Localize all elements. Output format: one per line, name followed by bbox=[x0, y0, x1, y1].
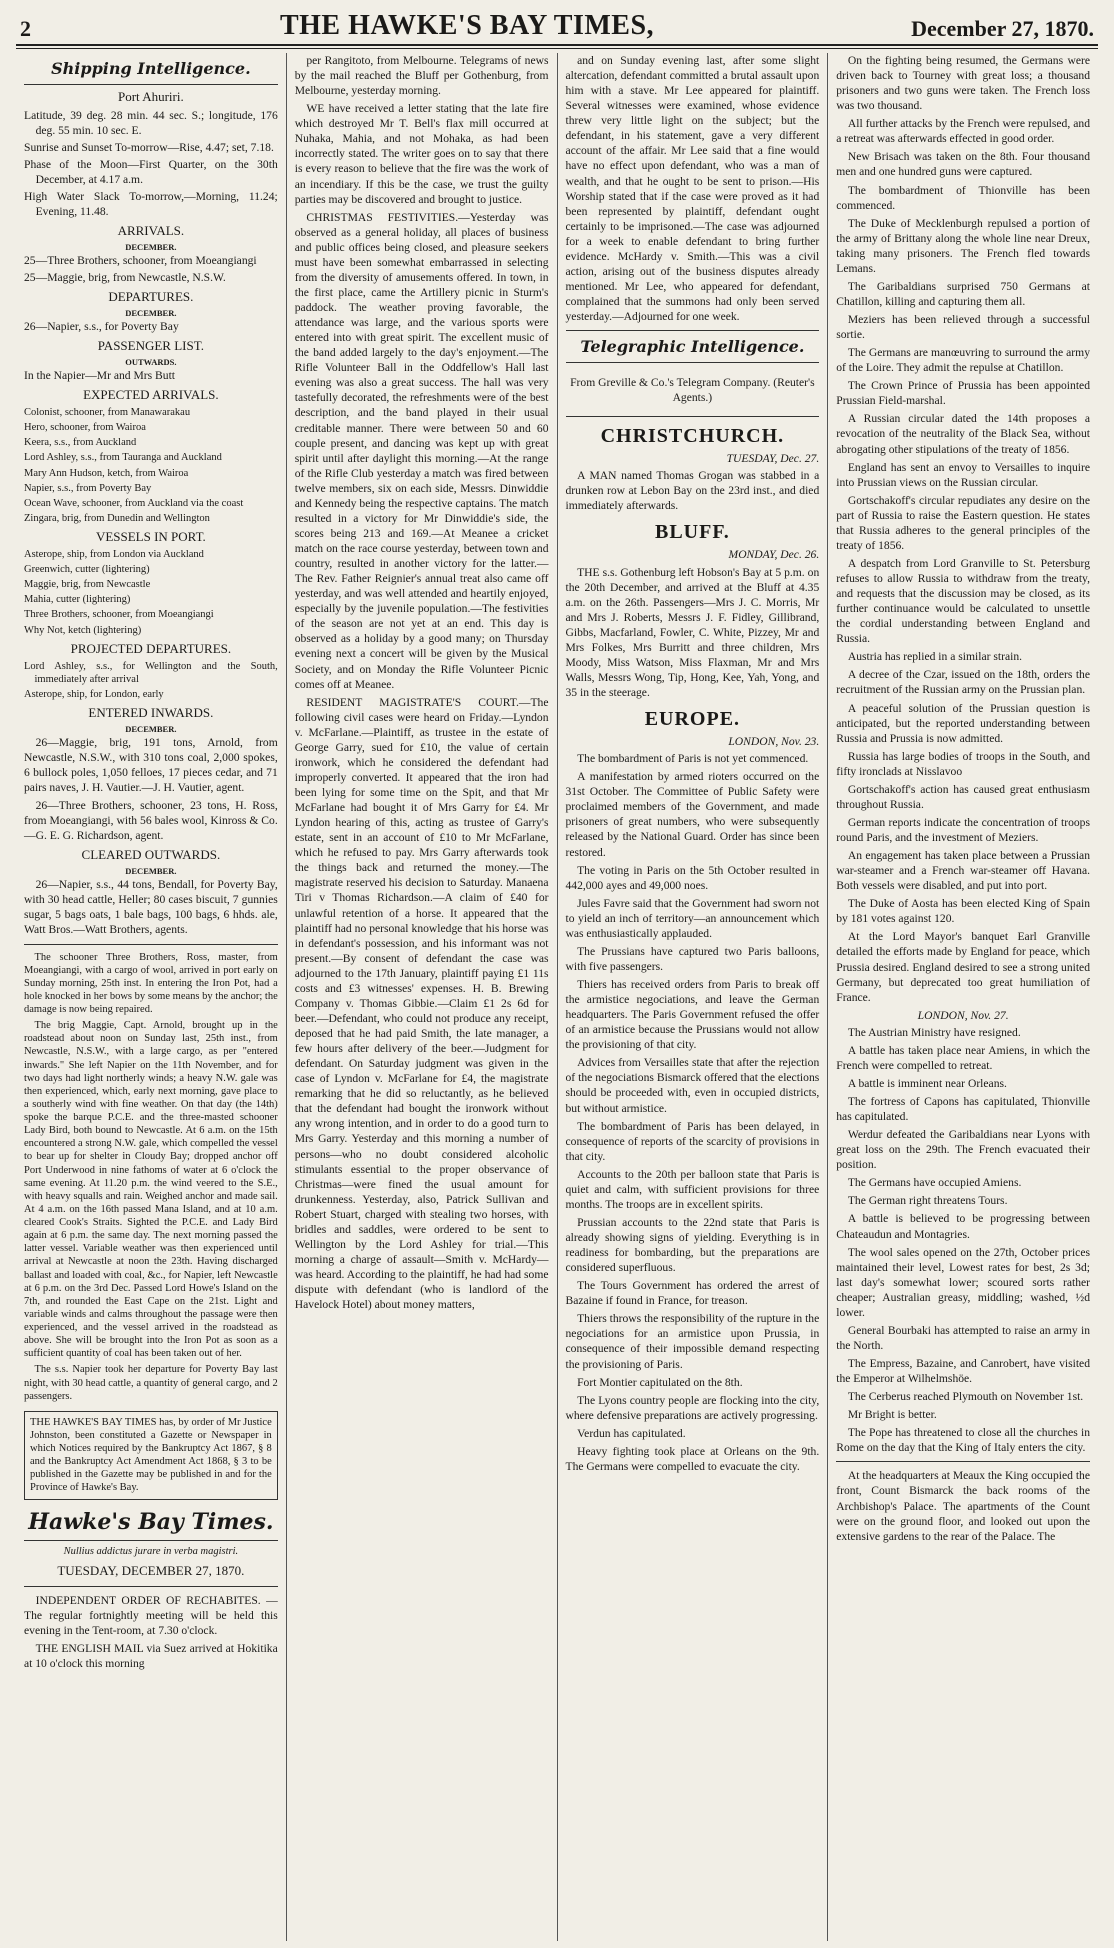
war-news-paragraph: Gortschakoff's action has caused great enthusiasm throughout Russia. bbox=[836, 782, 1090, 811]
europe-paragraph: Verdun has capitulated. bbox=[577, 1426, 686, 1440]
bluff-text: THE s.s. Gothenburg left Hobson's Bay at 5 p.m. on the 20th December, and arrived at the Bluff at 4.35 a.m. on the 26th. Passengers—Mrs J. C. Morris, Mr and Mrs J. Roberts, Messrs J. F. Fidley, Gillibrand, Gibbs, Macfarland, Fowler, C. White, Pizzey, Mr and Mrs Folkes, Mrs Burritt and three children, Mrs Moody, Miss Watson, Miss Flaxman, Mr and Mrs Walls, Messrs Wong, Tip, Hong, Kee, Yah, Yong, and 35 in the steerage. bbox=[565, 565, 820, 700]
war-news-paragraph: A peaceful solution of the Prussian question is anticipated, but the reported understanding between Russia and Prussia is now admitted. bbox=[836, 701, 1090, 745]
cleared-heading: CLEARED OUTWARDS. bbox=[81, 847, 221, 863]
europe-paragraph: Accounts to the 20th per balloon state that Paris is quiet and calm, with sufficient provisions for three months. The troops are in excellent spirits. bbox=[565, 1167, 820, 1211]
europe-heading: EUROPE. bbox=[644, 708, 741, 731]
shipping-paragraph: The brig Maggie, Capt. Arnold, brought up in the roadstead about noon on Sunday last, 25th inst., from Newcastle, N.S.W., with a large cargo, as per "entered inwards." She left Napier on the 11th November, and for two days had light northerly winds; a heavy N.W. gale was then experienced, which, early next morning, gave place to a southerly wind with fine weather. On that day (the 14th) spoke the barque P.C.E. and the three-masted schooner Lady Bird, both bound to Newcastle. At 6 a.m. on the 15th encountered a strong N.W. gale, which compelled the vessel to bear up for shelter in Cloudy Bay; dropped anchor off Port Underwood in nine fathoms of water at 6 o'clock the same evening. At 11.20 p.m. the wind veered to the S.E., with heavy squalls and rain. Weighed anchor and made sail. At 4 a.m. on the 16th passed Mana Island, and at 10 a.m. cleared Cook's Straits. Sighted the P.C.E. and Lady Bird again at 6 p.m. the same day. The next morning passed the latter vessel. Variable weather was then experienced until arrival at Newcastle at noon the 23th. Having discharged ballast and loaded with coal, &c., for Napier, left Newcastle at 6 p.m. on the 3rd Dec. Passed Lord Howe's Island on the 7th, and rounded the East Cape on the 21st. Light and variable winds and calms throughout the passage were then experienced, and the vessel arrived in the roadstead as above. She will be brought into the Iron Pot as soon as a sufficient quantity of coal has been taken out of her. bbox=[24, 1020, 278, 1360]
entered-heading: ENTERED INWARDS. bbox=[88, 704, 214, 720]
masthead bbox=[16, 0, 1098, 42]
london-paragraph: A battle is imminent near Orleans. bbox=[847, 1076, 1007, 1090]
shipping-paragraph: The s.s. Napier took her departure for Poverty Bay last night, with 30 head cattle, a quantity of general cargo, and 2 passengers. bbox=[24, 1364, 278, 1402]
vessel-item: Maggie, brig, from Newcastle bbox=[24, 579, 151, 591]
entered-item: 26—Maggie, brig, 191 tons, Arnold, from Newcastle, N.S.W., with 310 tons coal, 2,000 spokes, 6 bullock poles, 1,050 felloes, 17 pieces cedar, and 71 pairs naves, J. H. Vautier.—J. H. Vautier, agent. bbox=[24, 735, 278, 795]
war-news-paragraph: Russia has large bodies of troops in the South, and fifty ironclads at Nisslavoo bbox=[836, 749, 1090, 778]
arrival-item: 25—Maggie, brig, from Newcastle, N.S.W. bbox=[24, 271, 226, 285]
europe-paragraph: Jules Favre said that the Government had sworn not to yield an inch of territory—an announcement which was enthusiastically applauded. bbox=[565, 896, 820, 940]
shipping-news bbox=[24, 951, 278, 1403]
war-news-paragraph: All further attacks by the French were repulsed, and a retreat was afterwards effected in good order. bbox=[836, 117, 1090, 146]
europe-paragraph: Fort Montier capitulated on the 8th. bbox=[577, 1375, 743, 1389]
telegraphic-heading: Telegraphic Intelligence. bbox=[566, 337, 820, 363]
christchurch-heading: CHRISTCHURCH. bbox=[600, 425, 785, 448]
europe-paragraph: The Prussians have captured two Paris balloons, with five passengers. bbox=[565, 944, 820, 973]
masthead-rule bbox=[16, 44, 1098, 49]
issue-date: December 27, 1870. bbox=[911, 16, 1094, 41]
page-number: 2 bbox=[20, 16, 31, 41]
vessel-item: Three Brothers, schooner, from Moeangiangi bbox=[24, 609, 214, 621]
expected-item: Hero, schooner, from Wairoa bbox=[24, 422, 146, 434]
war-news-paragraph: The Crown Prince of Prussia has been appointed Prussian Field-marshal. bbox=[836, 379, 1090, 408]
europe-paragraph: Advices from Versailles state that after the rejection of the negociations Bismarck offered that the elections should be proceeded with, even in occupied districts, but without armistice. bbox=[565, 1056, 820, 1115]
london-paragraph: The fortress of Capons has capitulated, Thionville has capitulated. bbox=[836, 1095, 1090, 1124]
column-2 bbox=[286, 53, 557, 1941]
divider bbox=[566, 330, 820, 331]
london-paragraph: General Bourbaki has attempted to raise an army in the North. bbox=[836, 1323, 1090, 1352]
europe-dateline: LONDON, Nov. 23. bbox=[728, 735, 820, 749]
issue-date-line: TUESDAY, DECEMBER 27, 1870. bbox=[57, 1562, 245, 1578]
column-1 bbox=[16, 53, 286, 1941]
shipping-heading: Shipping Intelligence. bbox=[24, 59, 278, 85]
europe-paragraph: Heavy fighting took place at Orleans on the 9th. The Germans were compelled to evacuate the city. bbox=[565, 1444, 820, 1473]
news-paragraph: WE have received a letter stating that the late fire which destroyed Mr T. Bell's flax mill occurred at Nuhaka, Mahia, and not Mohaka, as had been incorrectly stated. The writer goes on to say that there is every reason to believe that the fire was the work of an incendiary. If this be the case, we trust the guilty parties may be discovered and brought to justice. bbox=[294, 102, 549, 206]
london-paragraph: A battle has taken place near Amiens, in which the French were compelled to retreat. bbox=[836, 1043, 1090, 1072]
war-news-paragraph: The Duke of Aosta has been elected King of Spain by 181 votes against 120. bbox=[836, 897, 1090, 926]
expected-list bbox=[24, 406, 278, 525]
vessel-item: Mahia, cutter (lightering) bbox=[24, 594, 131, 606]
europe-paragraph: Thiers throws the responsibility of the rupture in the negociations for an armistice upon Prussia, in consequence of their impossible demand respecting the provisioning of Paris. bbox=[565, 1312, 820, 1371]
london-paragraph: The Austrian Ministry have resigned. bbox=[847, 1025, 1021, 1039]
port-line: Sunrise and Sunset To-morrow—Rise, 4.47; set, 7.18. bbox=[24, 140, 274, 154]
london-dateline: LONDON, Nov. 27. bbox=[917, 1008, 1009, 1022]
shipping-paragraph: The schooner Three Brothers, Ross, master, from Moeangiangi, with a cargo of wool, arrived in port early on Sunday morning, 25th inst. In entering the Iron Pot, had a hole knocked in her bows by some means by the anchor; the damage is now being repaired. bbox=[24, 951, 278, 1016]
war-news-paragraph: An engagement has taken place between a Prussian war-steamer and a French war-steamer off Havana. Both vessels were disabled, and put into port. bbox=[836, 849, 1090, 893]
vessel-item: Why Not, ketch (lightering) bbox=[24, 624, 142, 636]
passenger-item: In the Napier—Mr and Mrs Butt bbox=[24, 369, 176, 383]
expected-item: Lord Ashley, s.s., from Tauranga and Auckland bbox=[24, 452, 222, 464]
divider bbox=[24, 944, 278, 945]
expected-item: Napier, s.s., from Poverty Bay bbox=[24, 482, 152, 494]
news-paragraph: per Rangitoto, from Melbourne. Telegrams of news by the mail reached the Bluff per Gothenburg, from Melbourne, yesterday morning. bbox=[294, 54, 549, 98]
london-paragraph: Werdur defeated the Garibaldians near Lyons with great loss on the 29th. The French evacuated their position. bbox=[836, 1128, 1090, 1172]
war-news-paragraph: Austria has replied in a similar strain. bbox=[847, 650, 1023, 664]
europe-paragraph: Prussian accounts to the 22nd state that Paris is already showing signs of yielding. Everything is in readiness for bombarding, but the preparations are considered superfluous. bbox=[565, 1215, 820, 1275]
projected-item: Lord Ashley, s.s., for Wellington and the South, immediately after arrival bbox=[24, 660, 278, 685]
christchurch-dateline: TUESDAY, Dec. 27. bbox=[726, 452, 820, 466]
london-paragraph: The Empress, Bazaine, and Canrobert, have visited the Emperor at Wilhelmshöe. bbox=[836, 1357, 1090, 1386]
entered-month: DECEMBER. bbox=[125, 723, 177, 734]
divider bbox=[566, 416, 820, 417]
war-news-paragraph: A Russian circular dated the 14th proposes a revocation of the neutrality of the Black Sea, without abrogating other stipulations of the treaty of 1856. bbox=[836, 412, 1090, 456]
column-4 bbox=[827, 53, 1098, 1941]
war-news-paragraph: England has sent an envoy to Versailles to inquire into Prussian views on the Russian circular. bbox=[836, 460, 1090, 489]
vessel-item: Asterope, ship, from London via Auckland bbox=[24, 548, 204, 560]
vessels-list bbox=[24, 548, 278, 637]
war-news-paragraph: German reports indicate the concentration of troops round Paris, and the investment of Meziers. bbox=[836, 815, 1090, 844]
europe-paragraph: The bombardment of Paris is not yet commenced. bbox=[577, 752, 809, 766]
projected-list bbox=[24, 660, 278, 701]
passenger-heading: PASSENGER LIST. bbox=[97, 338, 204, 354]
divider bbox=[24, 1586, 278, 1587]
passenger-sub: OUTWARDS. bbox=[125, 357, 177, 368]
europe-paragraph: The Lyons country people are flocking into the city, where defensive preparations are actively progressing. bbox=[565, 1393, 820, 1422]
war-news-paragraph: The Duke of Mecklenburgh repulsed a portion of the army of Brittany along the whole line near Dreux, taking many prisoners. The French fled towards Lemans. bbox=[836, 216, 1090, 275]
departure-item: 26—Napier, s.s., for Poverty Bay bbox=[24, 320, 179, 334]
europe-paragraph: The voting in Paris on the 5th October resulted in 442,000 ayes and 49,000 noes. bbox=[565, 863, 820, 892]
bluff-heading: BLUFF. bbox=[655, 521, 730, 544]
projected-item: Asterope, ship, for London, early bbox=[24, 688, 164, 700]
port-title: Port Ahuriri. bbox=[118, 88, 184, 104]
london-paragraph: Mr Bright is better. bbox=[847, 1408, 937, 1422]
cleared-item: 26—Napier, s.s., 44 tons, Bendall, for Poverty Bay, with 30 head cattle, Heller; 80 cases biscuit, 7 gunnies sugar, 5 bags oats, 1 bale bags, 100 bags, 6 hhds. ale, Watt Bros.—Watt Brothers, agents. bbox=[24, 878, 278, 937]
port-line: High Water Slack To-morrow,—Morning, 11.24; Evening, 11.48. bbox=[24, 190, 278, 219]
europe-paragraph: Thiers has received orders from Paris to break off the armistice negociations, and leave the German headquarters. The Paris Government refused the offer of an armistice because the Prussians would not allow the provisioning of that city. bbox=[565, 978, 820, 1052]
expected-item: Keera, s.s., from Auckland bbox=[24, 437, 137, 449]
arrivals-heading: ARRIVALS. bbox=[117, 223, 185, 239]
expected-heading: EXPECTED ARRIVALS. bbox=[83, 387, 219, 403]
news-paragraph: RESIDENT MAGISTRATE'S COURT.—The following civil cases were heard on Friday.—Lyndon v. McFarlane.—Plaintiff, as trustee in the estate of George Garry, sued for £10, the value of certain ironwork, which he considered the defendant had improperly converted. It appeared that the iron had been lying for some time on the Spit, and that Mr McFarlane had bought it of Mrs Garry for £4. Mr Lyndon hearing of this, acting as trustee of Garry's estate, sent in an account of £10 to Mr McFarlane, which he refused to pay. Mrs Garry afterwards took the things back and returned the money.—The magistrate reserved his decision to Saturday. Manaena Tiri v Thomas Richardson.—A claim of £40 for unlawful retention of a horse. It appeared that the plaintiff had no personal knowledge that his horse was in defendant's possession, and his informant was not present.—By consent of defendant the case was adjourned to the 17th January, plaintiff paying £1 11s costs and £3 witnesses' expenses. H. B. Brewing Company v. Thomas Gibbie.—Claim £1 2s 6d for beer.—Defendant, who could not produce any receipt, deposed that he had paid Smith, the late manager, a few hours after delivery of the beer.—Judgment for defendant. On Saturday judgment was given in the case of Lyndon v. McFarlane for £4, the magistrate remarking that he did so reluctantly, as he believed that the defendant had bought the ironwork without any wrong intention, and in order to do a good turn to Mrs Garry. Yesterday and this morning a number of persons—who no doubt considered alcoholic stimulants essential to the proper observance of Christmas—were fined the usual amount for drunkenness. Yesterday, also, Patrick Sullivan and Robert Stuart, charged with stealing two horses, with bridles and saddles, were ordered to be sent to Wellington by the Lord Ashley for trial.—This morning a charge of assault—Smith v. McHardy—was heard. According to the plaintiff, he had had some dispute with defendant (who is landlord of the Havelock Hotel) about money matters, bbox=[294, 695, 549, 1312]
london-paragraph: The wool sales opened on the 27th, October prices maintained their level, Lowest rates for best, 2s 3d; last day's somewhat lower; scoured sorts rather cheaper; Australian greasy, middling; washed, ½d lower. bbox=[836, 1245, 1090, 1319]
columns bbox=[16, 53, 1098, 1941]
editorial-paragraph: THE ENGLISH MAIL via Suez arrived at Hokitika at 10 o'clock this morning bbox=[24, 1641, 278, 1670]
paper-name: Hawke's Bay Times. bbox=[24, 1508, 278, 1542]
entered-item: 26—Three Brothers, schooner, 23 tons, H. Ross, from Moeangiangi, with 56 bales wool, Kinross & Co.—G. E. G. Richardson, agent. bbox=[24, 799, 278, 843]
departures-heading: DEPARTURES. bbox=[108, 289, 194, 305]
war-news-paragraph: New Brisach was taken on the 8th. Four thousand men and one hundred guns were captured. bbox=[836, 150, 1090, 179]
port-line: Phase of the Moon—First Quarter, on the 30th December, at 4.17 a.m. bbox=[24, 157, 278, 186]
war-news-paragraph: On the fighting being resumed, the Germans were driven back to Tourney with great loss; a thousand prisoners and two guns were taken. The French loss was two thousand. bbox=[836, 54, 1090, 113]
port-line: Latitude, 39 deg. 28 min. 44 sec. S.; longitude, 176 deg. 55 min. 10 sec. E. bbox=[24, 108, 278, 137]
cleared-month: DECEMBER. bbox=[125, 866, 177, 877]
christchurch-text: A MAN named Thomas Grogan was stabbed in a drunken row at Lebon Bay on the 23rd inst., and died immediately afterwards. bbox=[565, 469, 820, 513]
expected-item: Colonist, schooner, from Manawarakau bbox=[24, 407, 191, 419]
meaux-paragraph: At the headquarters at Meaux the King occupied the front, Count Bismarck the back rooms of the Archbishop's Palace. The apartments of the Count were on the ground floor, and looked out upon the extensive gardens to the rear of the Palace. The bbox=[836, 1469, 1090, 1543]
london-paragraph: The Cerberus reached Plymouth on November 1st. bbox=[847, 1390, 1084, 1404]
london-paragraph: A battle is believed to be progressing between Chateaudun and Montagries. bbox=[836, 1212, 1090, 1241]
news-paragraph: and on Sunday evening last, after some slight altercation, defendant committed a brutal assault upon him with a stave. Mr Lee appeared for plaintiff. Several witnesses were examined, whose evidence threw very little light on the subject; but the defendant, in his statement, gave a very different account of the affair. Mr Lee said that a fine would have no effect upon defendant, who was a man of wealth, and that he ought to be sent to prison.—His Worship stated that if the case were proved as it had been represented by plaintiff, defendant ought certainly to be imprisoned.—The case was adjourned for a week to enable defendant to bring further evidence. McHardy v. Smith.—This was a civil action, arising out of the business disputes already mentioned. Mr Lee, who appeared for defendant, complained that the summons had only been served yesterday.—Adjourned for one week. bbox=[565, 54, 820, 324]
expected-item: Ocean Wave, schooner, from Auckland via the coast bbox=[24, 497, 244, 509]
war-news-paragraph: At the Lord Mayor's banquet Earl Granville detailed the efforts made by England for peace, which Prussia desired. England desired to see a strong united Germany, but deprecated too great humiliation of France. bbox=[836, 930, 1090, 1004]
war-news-paragraph: The bombardment of Thionville has been commenced. bbox=[836, 183, 1090, 212]
london-paragraph: The German right threatens Tours. bbox=[847, 1194, 1008, 1208]
telegraphic-source: From Greville & Co.'s Telegram Company. (Reuter's Agents.) bbox=[570, 375, 815, 404]
war-news-paragraph: The Germans are manœuvring to surround the army of the Loire. They admit the repulse at Chatillon. bbox=[836, 346, 1090, 375]
vessels-heading: VESSELS IN PORT. bbox=[95, 529, 206, 545]
bluff-dateline: MONDAY, Dec. 26. bbox=[728, 548, 820, 562]
newspaper-title: THE HAWKE'S BAY TIMES, bbox=[279, 10, 655, 41]
europe-paragraph: The bombardment of Paris has been delayed, in consequence of reports of the scarcity of provisions in that city. bbox=[565, 1119, 820, 1163]
editorial-paragraph: INDEPENDENT ORDER OF RECHABITES. —The regular fortnightly meeting will be held this evening in the Tent-room, at 7.30 o'clock. bbox=[24, 1593, 278, 1637]
war-news-paragraph: Meziers has been relieved through a successful sortie. bbox=[836, 313, 1090, 342]
europe-paragraph: The Tours Government has ordered the arrest of Bazaine if found in France, for treason. bbox=[565, 1279, 820, 1308]
news-paragraph: CHRISTMAS FESTIVITIES.—Yesterday was observed as a general holiday, all places of business and public offices being closed, and pleasure seekers must have been somewhat embarrassed in selecting from the diversity of amusements offered. In town, in the first place, came the Artillery picnic in Sturm's paddock. The weather proving favorable, the attendance was large, and the various sports were entered into with great spirit. The excellent music of the band added largely to the day's enjoyment.—The Rifle Volunteer Ball in the Oddfellow's Hall last evening was also a great success. The hall was very tastefully decorated, the refreshments were of the best description, and the band played in their usual creditable manner. There were between 50 and 60 couple present, and dancing was kept up with great spirit until after daylight this morning.—At the range of the Rifle Club yesterday a match was fired between twelve members, six on each side, Messrs. Dinwiddie and Kennedy being the respective captains. The match resulted in a victory for Mr Dinwiddie's side, the scores being 213 and 169.—At Meanee a cricket match on the race course yesterday, between town and country, resulted in another victory for the latter.—The Rev. Father Reignier's annual treat also came off yesterday, and was well attended and heartily enjoyed, especially by the juvenile population.—The festivities of the season are not yet at an end. This day is observed as a holiday by a good many; on Thursday evening next a concert will be given by the Musical Society, and on Monday the Rifle Volunteer Picnic comes off at Meanee. bbox=[294, 210, 549, 691]
europe-paragraph: A manifestation by armed rioters occurred on the 31st October. The Committee of Public Safety were proclaimed members of the Government, and made prisoners of great numbers, who were subsequently released by the National Guard. Order has since been restored. bbox=[565, 770, 820, 859]
arrivals-month: DECEMBER. bbox=[125, 242, 177, 253]
departures-month: DECEMBER. bbox=[125, 308, 177, 319]
london-paragraph: The Pope has threatened to close all the churches in Rome on the day that the King of Italy enters the city. bbox=[836, 1426, 1090, 1455]
divider bbox=[836, 1461, 1090, 1462]
column-3 bbox=[557, 53, 828, 1941]
expected-item: Zingara, brig, from Dunedin and Wellington bbox=[24, 512, 210, 524]
vessel-item: Greenwich, cutter (lightering) bbox=[24, 564, 150, 576]
war-news-paragraph: A despatch from Lord Granville to St. Petersburg refuses to allow Russia to withdraw from the treaty, and requests that the discussion may be closed, as its further continuance would be calculated to unsettle the cordial understanding between England and Russia. bbox=[836, 556, 1090, 646]
expected-item: Mary Ann Hudson, ketch, from Wairoa bbox=[24, 467, 189, 479]
motto: Nullius addictus jurare in verba magistri. bbox=[63, 1546, 239, 1558]
arrival-item: 25—Three Brothers, schooner, from Moeangiangi bbox=[24, 254, 257, 268]
war-news-paragraph: A decree of the Czar, issued on the 18th, orders the recruitment of the Russian army on the Prussian plan. bbox=[836, 668, 1090, 697]
war-news-paragraph: The Garibaldians surprised 750 Germans at Chatillon, killing and capturing them all. bbox=[836, 279, 1090, 308]
notice-box: THE HAWKE'S BAY TIMES has, by order of Mr Justice Johnston, been constituted a Gazette or Newspaper in which Notices required by the Bankruptcy Act 1867, § 8 and the Bankruptcy Act Amendment Act 1868, § 3 to be published in the Gazette may be published in and for the Province of Hawke's Bay. bbox=[24, 1411, 278, 1500]
london-paragraph: The Germans have occupied Amiens. bbox=[847, 1176, 1022, 1190]
projected-heading: PROJECTED DEPARTURES. bbox=[70, 640, 232, 656]
war-news-paragraph: Gortschakoff's circular repudiates any desire on the part of Russia to raise the Eastern question. He states that Russia adheres to the general principles of the treaty of 1856. bbox=[836, 493, 1090, 552]
